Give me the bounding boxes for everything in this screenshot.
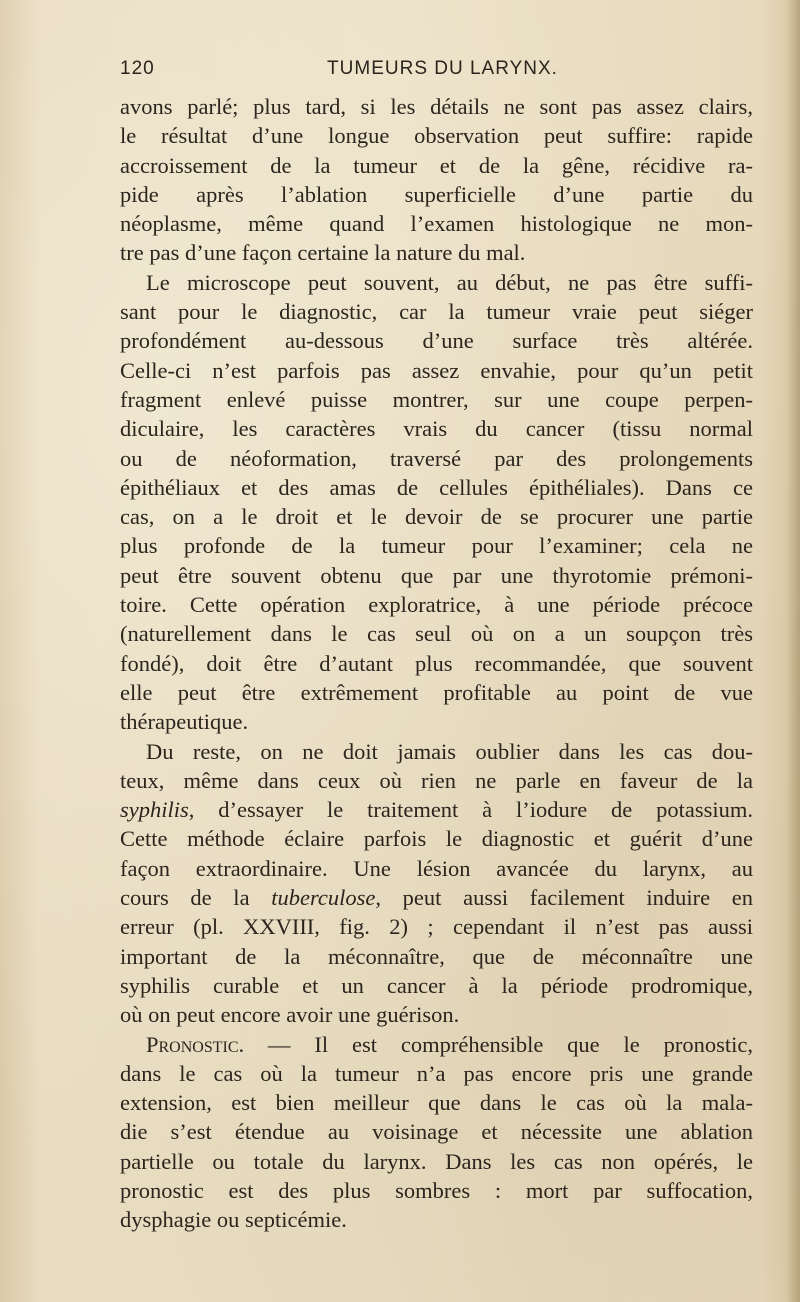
text-line <box>120 883 753 912</box>
text-line: plus profonde de la tumeur pour l’examiner; cela ne <box>120 533 753 559</box>
text-line: fondé), doit être d’autant plus recommandée, que souvent <box>120 650 753 676</box>
text-line: partielle ou totale du larynx. Dans les cas non opérés, le <box>120 1148 753 1174</box>
text-line: avons parlé; plus tard, si les détails ne sont pas assez clairs, <box>120 94 753 119</box>
text-line: extension, est bien meilleur que dans le cas où la mala- <box>120 1090 753 1116</box>
text-line: elle peut être extrêmement profitable au point de vue <box>120 679 753 705</box>
text-line: toire. Cette opération exploratrice, à une période précoce <box>120 592 753 618</box>
text-line: accroissement de la tumeur et de la gêne, récidive ra- <box>120 152 753 178</box>
italic-term-syphilis: syphilis <box>120 797 189 823</box>
text-line: important de la méconnaître, que de méconnaître une <box>120 943 753 969</box>
page-number: 120 <box>120 58 155 79</box>
text-line: diculaire, les caractères vrais du cancer (tissu normal <box>120 416 753 442</box>
page-header <box>120 58 755 88</box>
text-line: épithéliaux et des amas de cellules épithéliales). Dans ce <box>120 474 753 500</box>
body-text <box>120 92 753 1235</box>
text-line: dans le cas où la tumeur n’a pas encore pris une grande <box>120 1060 753 1086</box>
text-line: fragment enlevé puisse montrer, sur une coupe perpen- <box>120 386 753 412</box>
page-edge-shadow <box>786 0 800 1302</box>
text-line: sant pour le diagnostic, car la tumeur vraie peut siéger <box>120 299 753 325</box>
section-heading-pronostic: Pronostic. <box>146 1031 245 1057</box>
text-line: erreur (pl. XXVIII, fig. 2) ; cependant il n’est pas aussi <box>120 914 753 940</box>
text-line: (naturellement dans le cas seul où on a un soupçon très <box>120 621 753 647</box>
text-line: cas, on a le droit et le devoir de se procurer une partie <box>120 504 753 530</box>
text-line: syphilis curable et un cancer à la période prodromique, <box>120 972 753 998</box>
text-line: peut être souvent obtenu que par une thyrotomie prémoni- <box>120 562 753 588</box>
text-line: façon extraordinaire. Une lésion avancée du larynx, au <box>120 855 753 881</box>
text-line: ou de néoformation, traversé par des prolongements <box>120 445 753 471</box>
text-line: thérapeutique. <box>120 709 249 735</box>
text-line: tre pas d’une façon certaine la nature du mal. <box>120 240 526 266</box>
text-line: teux, même dans ceux où rien ne parle en faveur de la <box>120 767 753 793</box>
text-line: pronostic est des plus sombres : mort par suffocation, <box>120 1177 753 1203</box>
text-fragment: cours de la <box>120 885 272 911</box>
text-line: dysphagie ou septicémie. <box>120 1207 347 1233</box>
text-fragment: — Il est compréhensible que le pronostic, <box>244 1031 753 1057</box>
text-line: Cette méthode éclaire parfois le diagnostic et guérit d’une <box>120 826 753 852</box>
text-line <box>120 1030 753 1059</box>
running-title: TUMEURS DU LARYNX. <box>327 58 558 79</box>
text-fragment: , peut aussi facilement induire en <box>375 885 753 911</box>
italic-term-tuberculose: tuberculose <box>271 885 376 911</box>
text-line: néoplasme, même quand l’examen histologique ne mon- <box>120 211 753 237</box>
text-line: pide après l’ablation superficielle d’une partie du <box>120 181 753 207</box>
text-fragment: , d’essayer le traitement à l’iodure de potassium. <box>188 797 753 823</box>
text-line: le résultat d’une longue observation peut suffire: rapide <box>120 123 753 149</box>
text-line: profondément au-dessous d’une surface très altérée. <box>120 328 753 354</box>
text-line: où on peut encore avoir une guérison. <box>120 1002 460 1028</box>
text-line <box>120 795 753 824</box>
text-line: Celle-ci n’est parfois pas assez envahie, pour qu’un petit <box>120 357 753 383</box>
text-line: Du reste, on ne doit jamais oublier dans les cas dou- <box>146 738 753 764</box>
text-line: die s’est étendue au voisinage et nécessite une ablation <box>120 1119 753 1145</box>
text-line: Le microscope peut souvent, au début, ne pas être suffi- <box>146 269 753 295</box>
